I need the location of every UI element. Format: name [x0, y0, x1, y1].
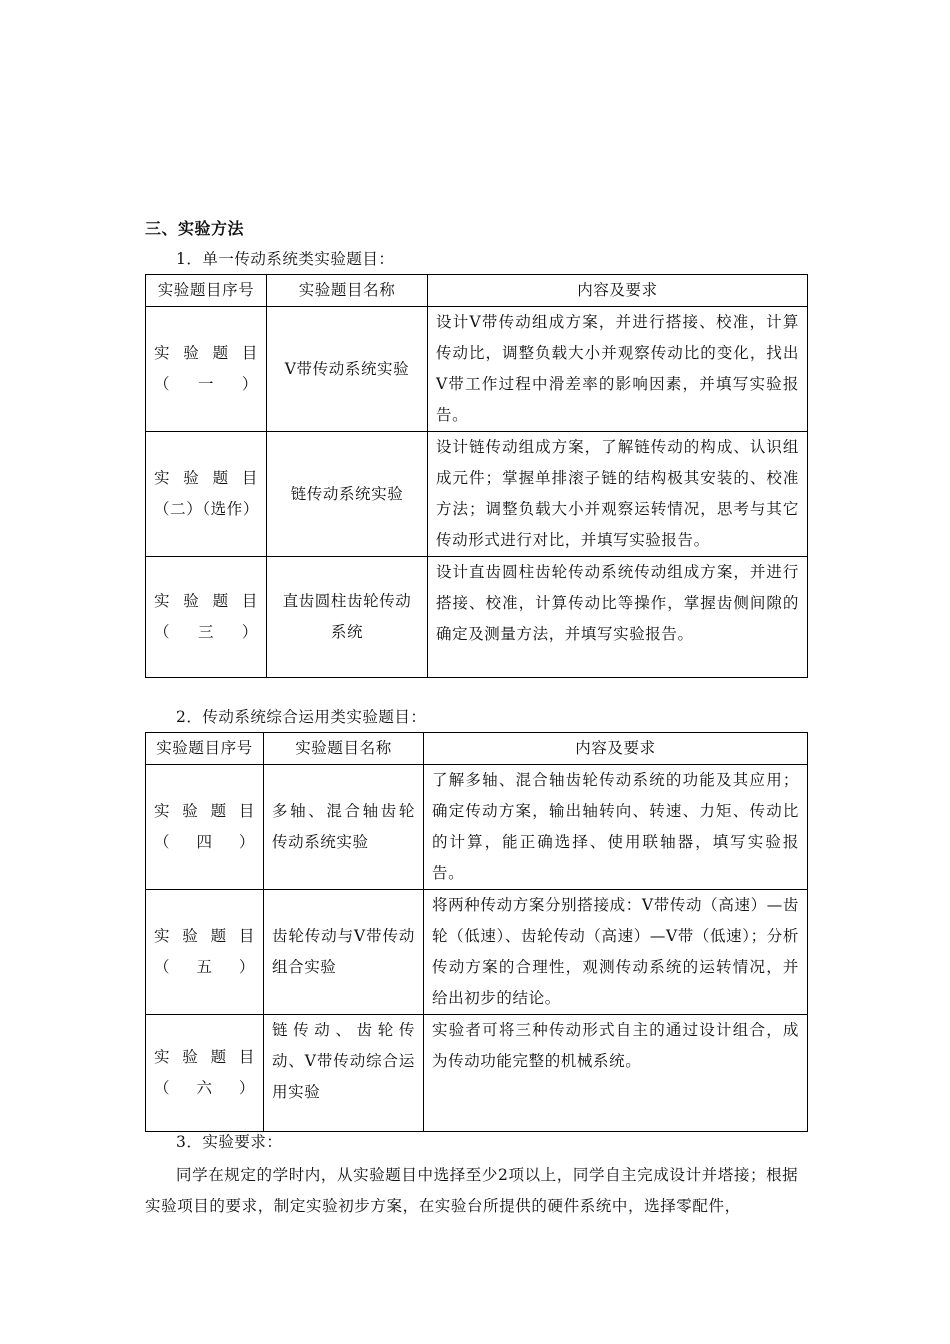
table-header-row: [146, 275, 808, 307]
part1-title: 1．单一传动系统类实验题目：: [176, 250, 395, 268]
table-combined-transmission: [145, 732, 808, 1132]
row-num: 实 验 题 目（六）: [146, 1015, 264, 1132]
row-desc: 设计直齿圆柱齿轮传动系统传动组成方案，并进行搭接、校准，计算传动比等操作，掌握齿侧间隙的确定及测量方法，并填写实验报告。: [428, 557, 808, 678]
row-name: 齿轮传动与V带传动组合实验: [264, 890, 424, 1015]
table-row: [146, 557, 808, 678]
row-desc: 设计V带传动组成方案，并进行搭接、校准，计算传动比，调整负载大小并观察传动比的变化，找出V带工作过程中滑差率的影响因素，并填写实验报告。: [428, 307, 808, 432]
table-row: [146, 765, 808, 890]
row-desc: 将两种传动方案分别搭接成：V带传动（高速）—齿轮（低速）、齿轮传动（高速）—V带（低速）；分析传动方案的合理性，观测传动系统的运转情况，并给出初步的结论。: [424, 890, 808, 1015]
table-header-row: [146, 733, 808, 765]
part2-title: 2．传动系统综合运用类实验题目：: [176, 708, 427, 726]
row-num: 实 验 题 目（四）: [146, 765, 264, 890]
row-desc: 了解多轴、混合轴齿轮传动系统的功能及其应用；确定传动方案，输出轴转向、转速、力矩、传动比的计算，能正确选择、使用联轴器，填写实验报告。: [424, 765, 808, 890]
row-name: 链传动系统实验: [267, 432, 428, 557]
requirements-paragraph: 同学在规定的学时内，从实验题目中选择至少2项以上，同学自主完成设计并塔接；根据实验项目的要求，制定实验初步方案，在实验台所提供的硬件系统中，选择零配件，: [145, 1166, 799, 1215]
row-name: 多轴、混合轴齿轮传动系统实验: [264, 765, 424, 890]
section-title: 三、实验方法: [145, 219, 245, 238]
table-row: [146, 890, 808, 1015]
row-name: 直齿圆柱齿轮传动系统: [267, 557, 428, 678]
part3-title: 3．实验要求：: [176, 1133, 283, 1151]
table-row: [146, 307, 808, 432]
row-name: 链传动、齿轮传动、V带传动综合运用实验: [264, 1015, 424, 1132]
header-name: 实验题目名称: [264, 733, 424, 765]
header-name: 实验题目名称: [267, 275, 428, 307]
header-num: 实验题目序号: [146, 275, 267, 307]
header-desc: 内容及要求: [424, 733, 808, 765]
row-desc: 实验者可将三种传动形式自主的通过设计组合，成为传动功能完整的机械系统。: [424, 1015, 808, 1132]
row-num: 实 验 题 目（三）: [146, 557, 267, 678]
row-name: V带传动系统实验: [267, 307, 428, 432]
row-desc: 设计链传动组成方案，了解链传动的构成、认识组成元件；掌握单排滚子链的结构极其安装的、校准方法；调整负载大小并观察运转情况，思考与其它传动形式进行对比，并填写实验报告。: [428, 432, 808, 557]
table-single-transmission: [145, 274, 808, 678]
row-num: 实 验 题 目（一）: [146, 307, 267, 432]
table-row: [146, 432, 808, 557]
table-row: [146, 1015, 808, 1132]
row-num: 实 验 题 目（二）（选作）: [146, 432, 267, 557]
header-desc: 内容及要求: [428, 275, 808, 307]
row-num: 实 验 题 目（五）: [146, 890, 264, 1015]
header-num: 实验题目序号: [146, 733, 264, 765]
